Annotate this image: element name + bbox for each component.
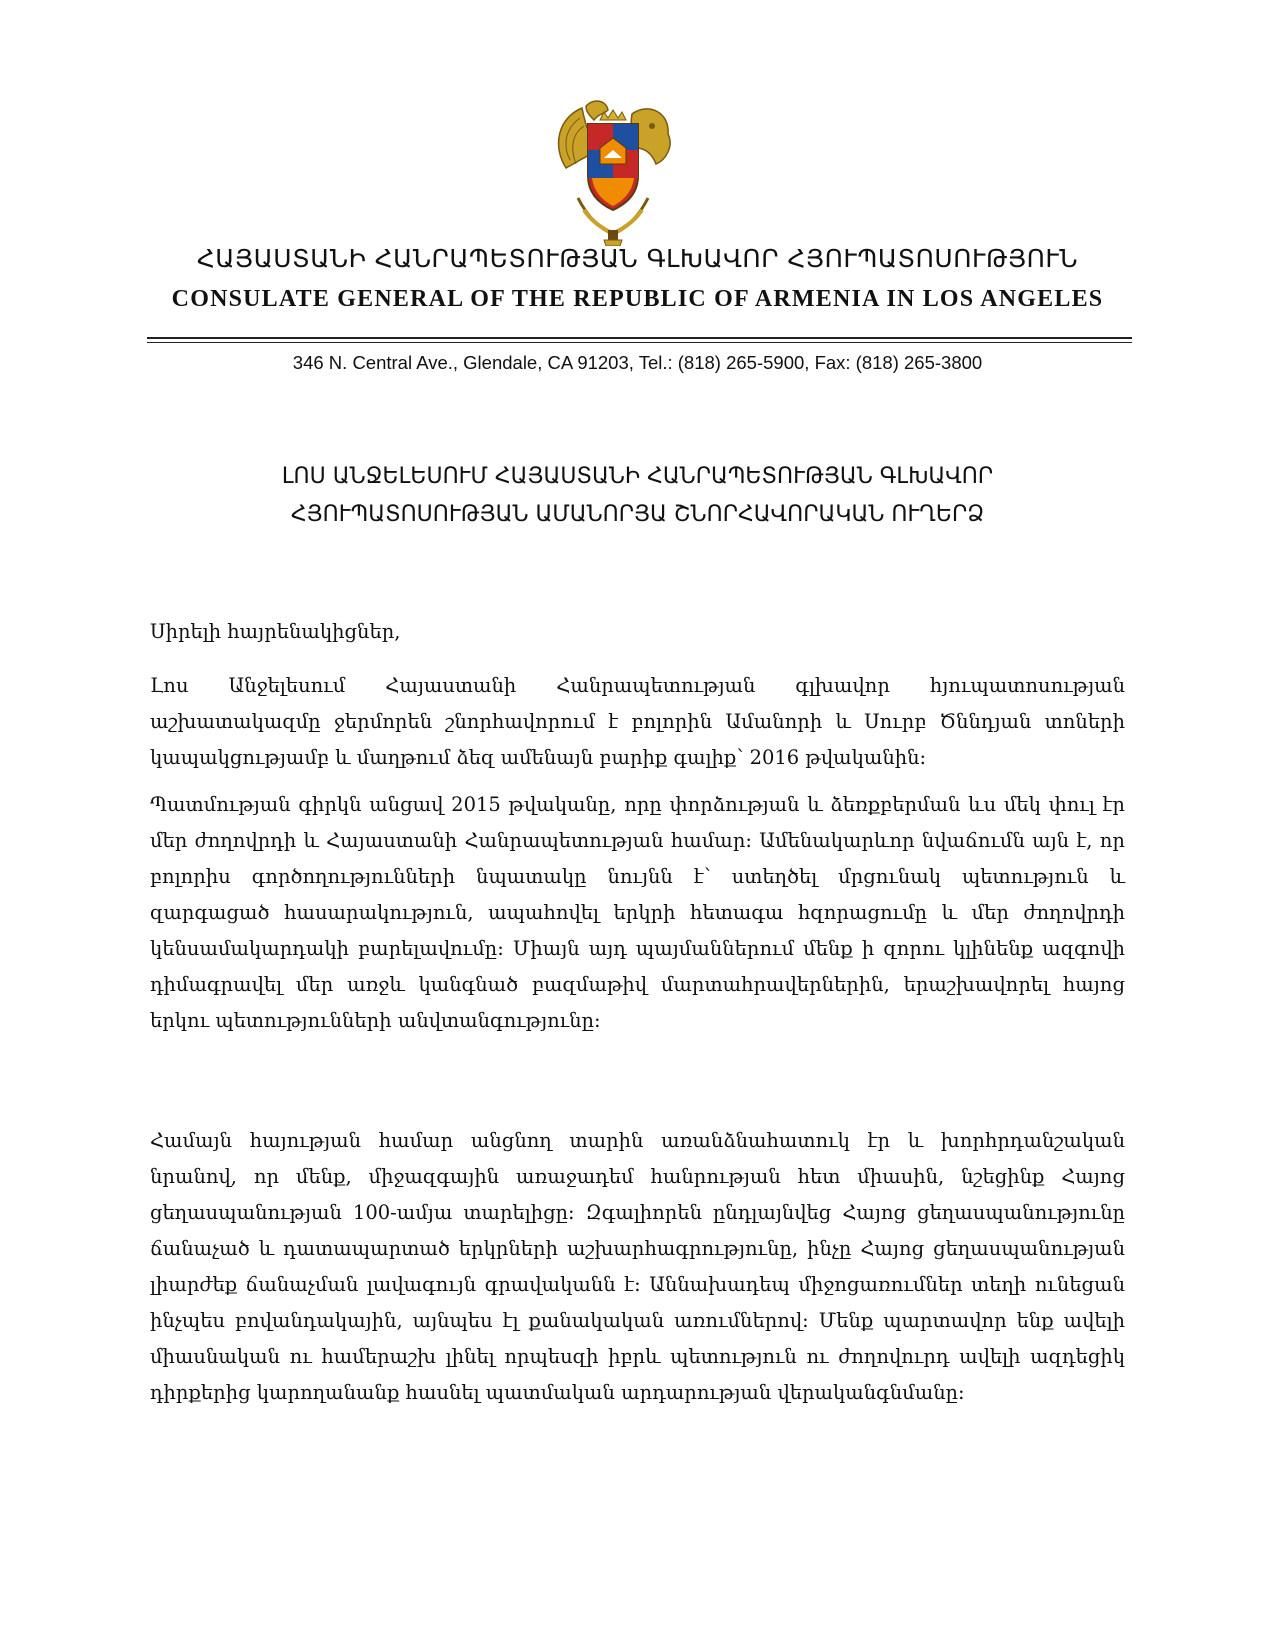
greeting: Սիրելի հայրենակիցներ, — [150, 620, 401, 643]
header-divider — [147, 337, 1132, 339]
contact-address: 346 N. Central Ave., Glendale, CA 91203, Tel.: (818) 265-5900, Fax: (818) 265-3800 — [292, 352, 983, 373]
header-divider-thin — [147, 342, 1132, 343]
org-name-armenian: ՀԱՅԱՍՏԱՆԻ ՀԱՆՐԱՊԵՏՈՒԹՅԱՆ ԳԼԽԱՎՈՐ ՀՅՈՒՊԱՏՈՍՈՒԹՅՈՒՆ — [196, 244, 1079, 273]
org-name-english: CONSULATE GENERAL OF THE REPUBLIC OF ARMENIA IN LOS ANGELES — [171, 286, 1104, 312]
paragraph-3: Համայն հայության համար անցնող տարին առանձնահատուկ էր և խորհրդանշական նրանով, որ մենք, միջազգային առաջադեմ հանրության հետ միասին, նշեցինք Հայոց ցեղասպանության 100-ամյա տարելիցը: Զգալիորեն ընդլայնվեց Հայոց ցեղասպանությունը ճանաչած և դատապարտած երկրների աշխարհագրությունը, ինչը Հայոց ցեղասպանության լիարժեք ճանաչման լավագույն գրավականն է: Աննախադեպ միջոցառումներ տեղի ունեցան ինչպես բովանդակային, այնպես էլ քանակական առումներով: Մենք պարտավոր ենք ավելի միասնական ու համերաշխ լինել որպեսզի իբրև պետություն ու ժողովուրդ ավելի ազդեցիկ դիրքերից կարողանանք հասնել պատմական արդարության վերականգնմանը: — [150, 1129, 1125, 1404]
paragraph-2: Պատմության գիրկն անցավ 2015 թվականը, որը փորձության և ձեռքբերման ևս մեկ փուլ էր մեր ժողովրդի և Հայաստանի Հանրապետության համար: Ամենակարևոր նվաճումն այն է, որ բոլորիս գործողությունների նպատակը նույնն է՝ ստեղծել մրցունակ պետություն և զարգացած հասարակություն, ապահովել երկրի հետագա հզորացումը և մեր ժողովրդի կենսամակարդակի բարելավումը: Միայն այդ պայմաններում մենք ի զորու կլինենք ազգովի դիմագրավել մեր առջև կանգնած բազմաթիվ մարտահրավերներին, երաշխավորել հայոց երկու պետությունների անվտանգությունը: — [150, 793, 1125, 1032]
letter-title-line-1: ԼՈՍ ԱՆՋԵԼԵՍՈՒՄ ՀԱՅԱՍՏԱՆԻ ՀԱՆՐԱՊԵՏՈՒԹՅԱՆ ԳԼԽԱՎՈՐ — [281, 464, 994, 489]
paragraph-1: Լոս Անջելեսում Հայաստանի Հանրապետության գլխավոր հյուպատոսության աշխատակազմը ջերմորեն շնորհավորում է բոլորին Ամանորի և Սուրբ Ծննդյան տոների կապակցությամբ և մաղթում ձեզ ամենայն բարիք գալիք՝ 2016 թվականին: — [150, 674, 1125, 769]
letter-title-line-2: ՀՅՈՒՊԱՏՈՍՈՒԹՅԱՆ ԱՄԱՆՈՐՅԱ ՇՆՈՐՀԱՎՈՐԱԿԱՆ ՈՒՂԵՐՁ — [290, 502, 985, 527]
coat-of-arms-icon — [548, 98, 678, 246]
